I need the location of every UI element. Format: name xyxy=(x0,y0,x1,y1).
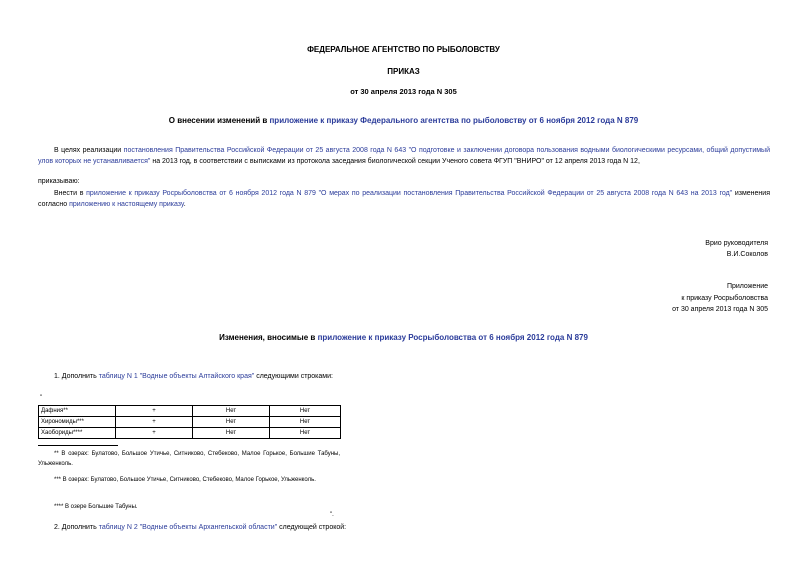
table-close-mark: ". xyxy=(330,512,334,518)
item-1 xyxy=(54,373,333,380)
signature-position: Врио руководителя xyxy=(705,240,768,247)
table-cell-species: Хирономиды*** xyxy=(39,417,116,428)
item-1-end: следующими строками: xyxy=(254,373,333,380)
document-type: ПРИКАЗ xyxy=(387,67,420,76)
signature-block xyxy=(460,238,768,260)
table-cell-allowed: + xyxy=(116,417,193,428)
item-1-table-link[interactable]: таблицу N 1 "Водные объекты Алтайского края" xyxy=(98,373,255,380)
footnote-3: **** В озере Большие Табуны. xyxy=(54,504,138,510)
order-start: Внести в xyxy=(54,190,87,197)
signature-name: В.И.Соколов xyxy=(726,251,768,258)
footnote-2: *** В озерах: Булатово, Большое Утичье, Ситниково, Стебеково, Малое Горькое, Ульженколь. xyxy=(54,477,316,483)
appendix-line1: Приложение xyxy=(726,283,768,290)
table-row xyxy=(39,406,341,417)
agency-title: ФЕДЕРАЛЬНОЕ АГЕНТСТВО ПО РЫБОЛОВСТВУ xyxy=(307,45,500,54)
table-cell-value: Нет xyxy=(270,417,341,428)
intro-end: на 2013 год, в соответствии с выписками из протокола заседания биологической секции Ученого совета ФГУП "ВНИРО" от 12 апреля 2013 года N 12, xyxy=(150,158,640,165)
intro-decree-link[interactable]: постановления Правительства Российской Федерации от 25 августа 2008 года N 643 "О подготовке и заключении договора пользования водными биологическими ресурсами, общий допустимый улов которых не устанавливается" xyxy=(38,147,770,165)
item-2-table-link[interactable]: таблицу N 2 "Водные объекты Архангельской области" xyxy=(98,524,278,531)
table-cell-value: Нет xyxy=(270,428,341,439)
table-cell-value: Нет xyxy=(193,406,270,417)
species-table xyxy=(38,405,341,439)
appendix-line2: к приказу Росрыболовства xyxy=(681,295,768,302)
order-title-link[interactable]: приложение к приказу Федерального агентства по рыболовству от 6 ноября 2012 года N 879 xyxy=(269,116,639,125)
intro-paragraph xyxy=(38,145,770,167)
item-2-end: следующей строкой: xyxy=(277,524,347,531)
intro-start: В целях реализации xyxy=(54,147,124,154)
order-title-prefix: О внесении изменений в xyxy=(168,116,270,125)
table-cell-value: Нет xyxy=(193,428,270,439)
order-paragraph xyxy=(38,188,770,210)
appendix-block xyxy=(460,281,768,315)
footnote-divider xyxy=(38,445,118,446)
table-cell-species: Дафния** xyxy=(39,406,116,417)
order-end: . xyxy=(183,201,186,208)
order-word: приказываю: xyxy=(38,178,80,185)
changes-title xyxy=(0,333,807,342)
item-2-start: 2. Дополнить xyxy=(54,524,99,531)
table-cell-allowed: + xyxy=(116,406,193,417)
table-cell-allowed: + xyxy=(116,428,193,439)
order-attachment-link[interactable]: приложению к настоящему приказу xyxy=(69,201,184,208)
changes-title-prefix: Изменения, вносимые в xyxy=(219,333,318,342)
table-cell-species: Хаобориды**** xyxy=(39,428,116,439)
appendix-line3: от 30 апреля 2013 года N 305 xyxy=(672,306,768,313)
document-date-number: от 30 апреля 2013 года N 305 xyxy=(350,87,457,96)
order-mid: изменения согласно xyxy=(38,190,770,208)
table-open-mark: " xyxy=(40,395,43,401)
order-appendix-link[interactable]: приложение к приказу Росрыболовства от 6 ноября 2012 года N 879 "О мерах по реализации постановления Правительства Российской Федерации от 25 августа 2008 года N 643 на 2013 год" xyxy=(86,190,733,197)
item-1-start: 1. Дополнить xyxy=(54,373,99,380)
table-cell-value: Нет xyxy=(270,406,341,417)
table-cell-value: Нет xyxy=(193,417,270,428)
table-row xyxy=(39,428,341,439)
footnote-1: ** В озерах: Булатово, Большое Утичье, Ситниково, Стебеково, Малое Горькое, Большие Табуны, Ульженколь. xyxy=(38,451,340,467)
changes-title-link[interactable]: приложение к приказу Росрыболовства от 6 ноября 2012 года N 879 xyxy=(317,333,588,342)
table-row xyxy=(39,417,341,428)
order-title xyxy=(0,116,807,125)
item-2 xyxy=(54,524,346,531)
